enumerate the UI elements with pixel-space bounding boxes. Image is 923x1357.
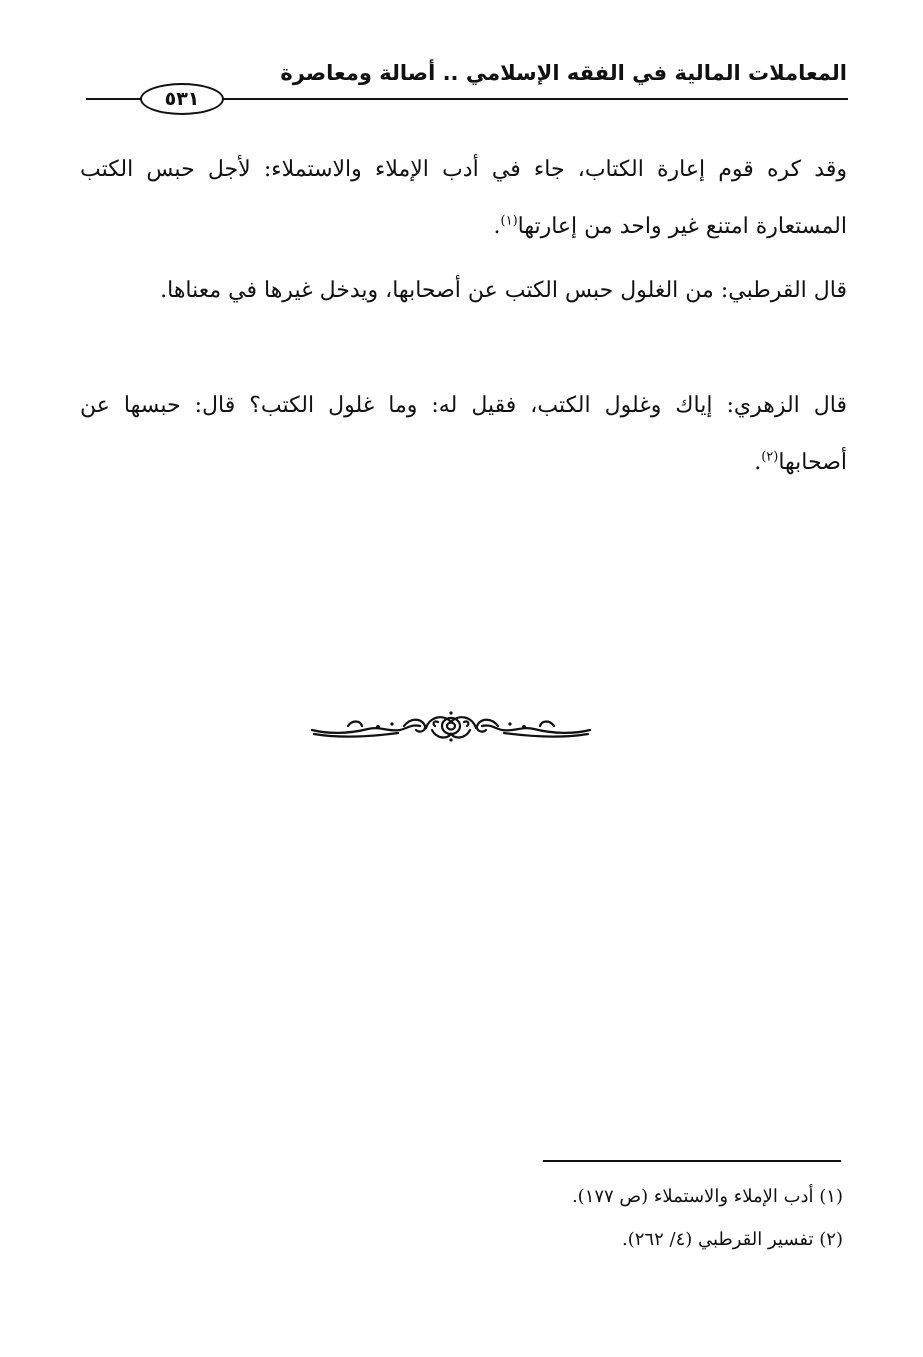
paragraph-text: قال القرطبي: من الغلول حبس الكتب عن أصحابها، ويدخل غيرها في معناها. (160, 278, 847, 303)
paragraph-text: قال الزهري: إياك وغلول الكتب، فقيل له: وما غلول الكتب؟ قال: حبسها عن أصحابها (80, 393, 847, 475)
body-paragraph-3 (80, 377, 847, 491)
body-paragraph-2 (80, 262, 847, 319)
running-title: المعاملات المالية في الفقه الإسلامي .. أصالة ومعاصرة (280, 61, 847, 85)
footnote-2 (423, 1226, 843, 1254)
body-paragraph-1 (80, 141, 847, 255)
footnote-marker: (١) (819, 1186, 843, 1207)
footnote-1 (423, 1183, 843, 1211)
footnote-marker: (٢) (819, 1229, 843, 1250)
paragraph-text: وقد كره قوم إعارة الكتاب، جاء في أدب الإملاء والاستملاء: لأجل حبس الكتب المستعارة امتنع غير واحد من إعارتها (80, 157, 847, 239)
footnote-rule (543, 1160, 841, 1162)
paragraph-end: . (493, 214, 501, 239)
footnote-reference-1[interactable]: (١) (500, 213, 518, 229)
footnote-reference-2[interactable]: (٢) (761, 449, 779, 465)
page-number: ٥٣١ (164, 88, 200, 110)
footnote-text: تفسير القرطبي (٤/ ٢٦٢). (622, 1229, 814, 1250)
paragraph-end: . (754, 450, 762, 475)
floral-divider-ornament-icon (308, 708, 594, 744)
footnote-text: أدب الإملاء والاستملاء (ص ١٧٧). (571, 1186, 814, 1207)
